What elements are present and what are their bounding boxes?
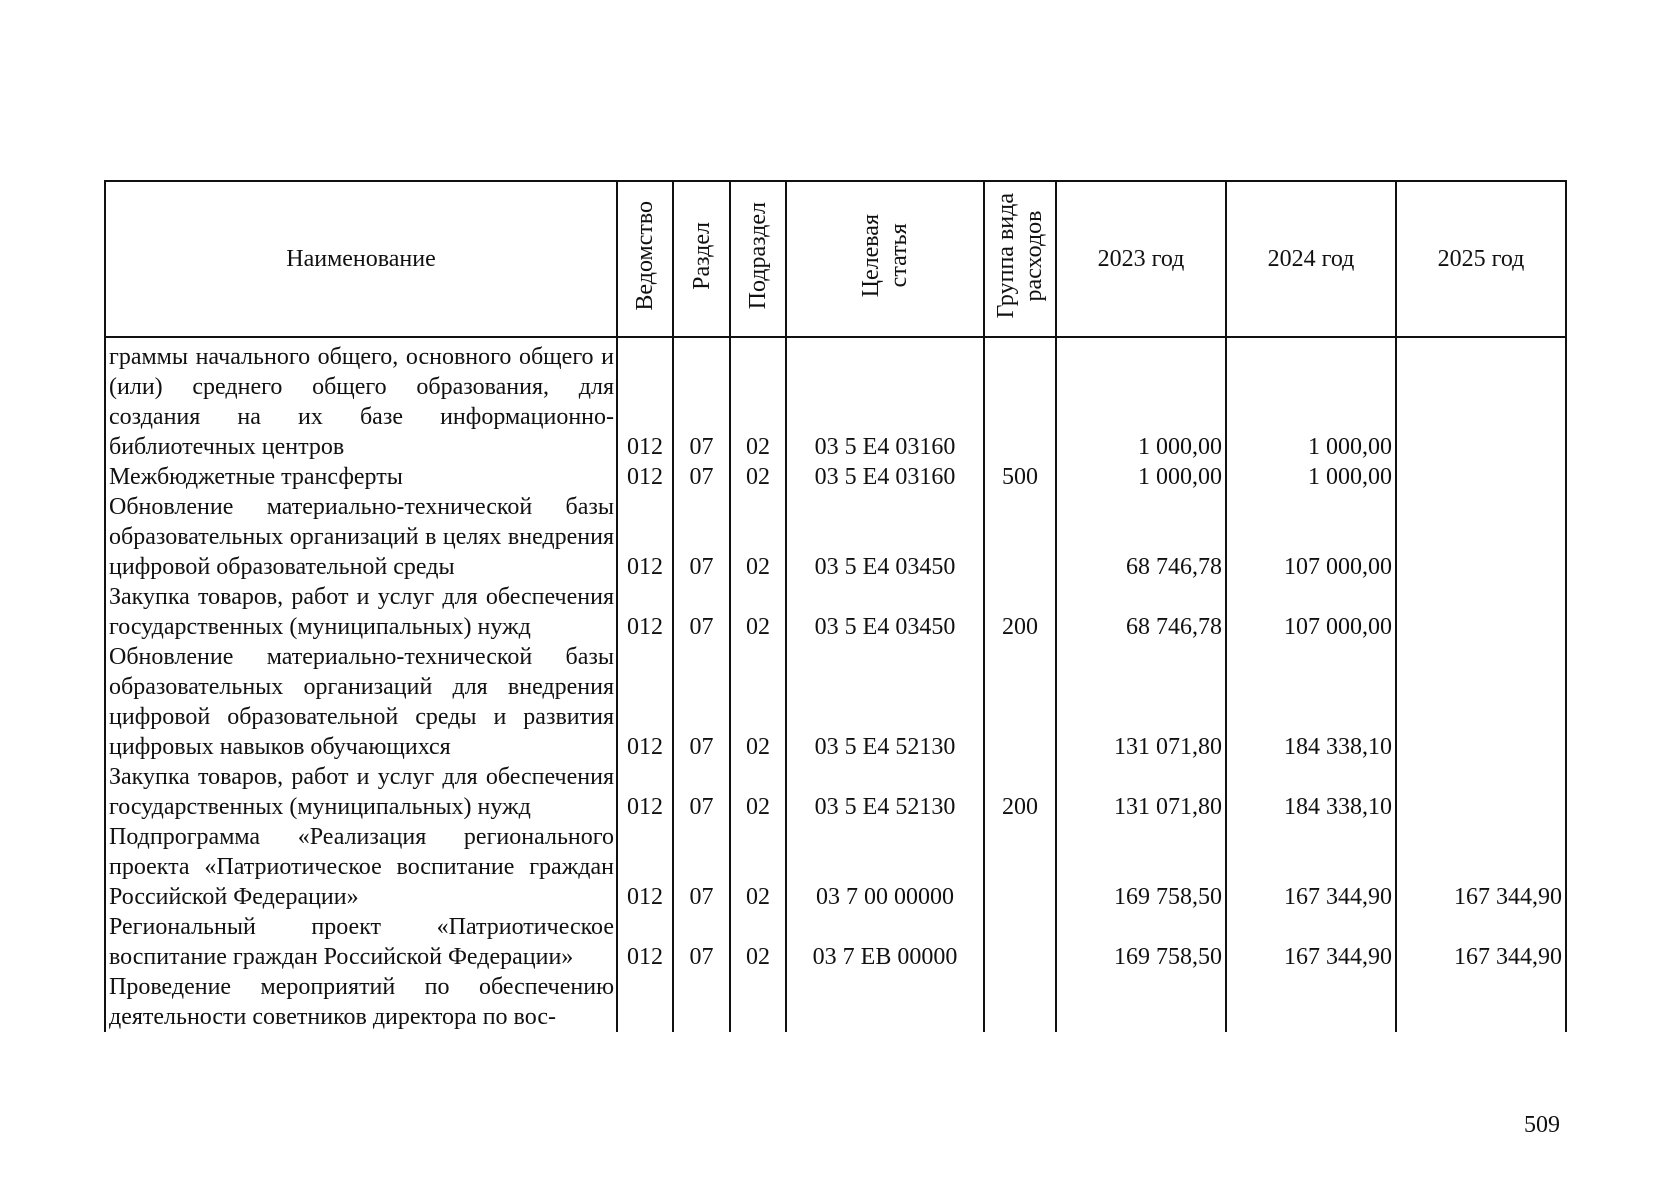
header-name: Наименование xyxy=(105,181,617,337)
table-row xyxy=(105,912,1566,972)
cell-celevaya-statya xyxy=(786,972,984,1032)
cell-celevaya-statya: 03 5 Е4 03450 xyxy=(786,492,984,582)
cell-year-2025: 167 344,90 xyxy=(1396,822,1566,912)
cell-year-2025 xyxy=(1396,462,1566,492)
cell-year-2023: 68 746,78 xyxy=(1056,492,1226,582)
table-row xyxy=(105,972,1566,1032)
cell-razdel xyxy=(673,972,730,1032)
table-body xyxy=(105,337,1566,1032)
cell-celevaya-statya: 03 5 Е4 03160 xyxy=(786,337,984,462)
header-vedomstvo: Ведомство xyxy=(617,181,673,337)
cell-name: Межбюджетные трансферты xyxy=(105,462,617,492)
cell-gruppa xyxy=(984,642,1056,762)
cell-vedomstvo: 012 xyxy=(617,762,673,822)
header-year-2025: 2025 год xyxy=(1396,181,1566,337)
cell-podrazdel xyxy=(730,972,786,1032)
cell-year-2023: 131 071,80 xyxy=(1056,642,1226,762)
cell-celevaya-statya: 03 5 Е4 03450 xyxy=(786,582,984,642)
cell-gruppa: 500 xyxy=(984,462,1056,492)
cell-podrazdel: 02 xyxy=(730,492,786,582)
cell-name: Обновление материально-технической базы образовательных организаций в целях внедрения цифровой образовательной среды xyxy=(105,492,617,582)
cell-year-2023: 1 000,00 xyxy=(1056,337,1226,462)
cell-name: Закупка товаров, работ и услуг для обеспечения государственных (муниципальных) нужд xyxy=(105,582,617,642)
cell-year-2024: 184 338,10 xyxy=(1226,762,1396,822)
table-row xyxy=(105,762,1566,822)
cell-year-2024: 1 000,00 xyxy=(1226,462,1396,492)
cell-name: Подпрограмма «Реализация регионального проекта «Патриотическое воспитание граждан Российской Федерации» xyxy=(105,822,617,912)
header-year-2023: 2023 год xyxy=(1056,181,1226,337)
cell-gruppa: 200 xyxy=(984,762,1056,822)
cell-year-2023: 131 071,80 xyxy=(1056,762,1226,822)
cell-name: Проведение мероприятий по обеспечению деятельности советников директора по вос- xyxy=(105,972,617,1032)
cell-vedomstvo: 012 xyxy=(617,492,673,582)
cell-razdel: 07 xyxy=(673,582,730,642)
cell-year-2025 xyxy=(1396,972,1566,1032)
cell-podrazdel: 02 xyxy=(730,912,786,972)
cell-celevaya-statya: 03 7 00 00000 xyxy=(786,822,984,912)
cell-year-2025 xyxy=(1396,337,1566,462)
table-row xyxy=(105,492,1566,582)
cell-year-2023: 68 746,78 xyxy=(1056,582,1226,642)
cell-year-2025 xyxy=(1396,582,1566,642)
header-celevaya-statya: Целевая статья xyxy=(786,181,984,337)
cell-vedomstvo: 012 xyxy=(617,642,673,762)
cell-vedomstvo: 012 xyxy=(617,337,673,462)
header-razdel: Раздел xyxy=(673,181,730,337)
cell-year-2023 xyxy=(1056,972,1226,1032)
cell-name: Обновление материально-технической базы образовательных организаций для внедрения цифровой образовательной среды и развития цифровых навыков обучающихся xyxy=(105,642,617,762)
cell-razdel: 07 xyxy=(673,912,730,972)
table-row xyxy=(105,582,1566,642)
cell-gruppa xyxy=(984,492,1056,582)
cell-year-2023: 169 758,50 xyxy=(1056,912,1226,972)
cell-year-2024: 167 344,90 xyxy=(1226,822,1396,912)
cell-razdel: 07 xyxy=(673,642,730,762)
cell-gruppa xyxy=(984,912,1056,972)
page-number: 509 xyxy=(1524,1112,1560,1138)
cell-razdel: 07 xyxy=(673,337,730,462)
budget-table xyxy=(104,180,1567,1032)
cell-podrazdel: 02 xyxy=(730,642,786,762)
cell-year-2024: 1 000,00 xyxy=(1226,337,1396,462)
cell-vedomstvo: 012 xyxy=(617,582,673,642)
cell-year-2024: 107 000,00 xyxy=(1226,492,1396,582)
cell-razdel: 07 xyxy=(673,462,730,492)
table-row xyxy=(105,822,1566,912)
cell-year-2025 xyxy=(1396,762,1566,822)
cell-celevaya-statya: 03 5 Е4 03160 xyxy=(786,462,984,492)
cell-celevaya-statya: 03 5 Е4 52130 xyxy=(786,642,984,762)
cell-gruppa: 200 xyxy=(984,582,1056,642)
table-row xyxy=(105,462,1566,492)
cell-podrazdel: 02 xyxy=(730,462,786,492)
cell-name: Региональный проект «Патриотическое воспитание граждан Российской Федерации» xyxy=(105,912,617,972)
table-row xyxy=(105,337,1566,462)
table-header-row xyxy=(105,181,1566,337)
cell-vedomstvo: 012 xyxy=(617,462,673,492)
cell-year-2024 xyxy=(1226,972,1396,1032)
cell-razdel: 07 xyxy=(673,492,730,582)
header-podrazdel: Подраздел xyxy=(730,181,786,337)
cell-razdel: 07 xyxy=(673,762,730,822)
cell-vedomstvo: 012 xyxy=(617,912,673,972)
cell-razdel: 07 xyxy=(673,822,730,912)
cell-podrazdel: 02 xyxy=(730,822,786,912)
table-row xyxy=(105,642,1566,762)
cell-year-2024: 184 338,10 xyxy=(1226,642,1396,762)
cell-vedomstvo xyxy=(617,972,673,1032)
cell-gruppa xyxy=(984,337,1056,462)
cell-year-2024: 167 344,90 xyxy=(1226,912,1396,972)
cell-podrazdel: 02 xyxy=(730,337,786,462)
cell-year-2025 xyxy=(1396,642,1566,762)
cell-podrazdel: 02 xyxy=(730,582,786,642)
cell-gruppa xyxy=(984,822,1056,912)
cell-celevaya-statya: 03 7 ЕВ 00000 xyxy=(786,912,984,972)
cell-podrazdel: 02 xyxy=(730,762,786,822)
header-year-2024: 2024 год xyxy=(1226,181,1396,337)
cell-vedomstvo: 012 xyxy=(617,822,673,912)
cell-celevaya-statya: 03 5 Е4 52130 xyxy=(786,762,984,822)
cell-year-2025: 167 344,90 xyxy=(1396,912,1566,972)
header-gruppa-vida-rashodov: Группа вида расходов xyxy=(984,181,1056,337)
cell-year-2023: 1 000,00 xyxy=(1056,462,1226,492)
cell-year-2024: 107 000,00 xyxy=(1226,582,1396,642)
cell-name: граммы начального общего, основного общего и (или) среднего общего образования, для создания на их базе информационно-библиотечных центров xyxy=(105,337,617,462)
cell-year-2025 xyxy=(1396,492,1566,582)
cell-year-2023: 169 758,50 xyxy=(1056,822,1226,912)
cell-name: Закупка товаров, работ и услуг для обеспечения государственных (муниципальных) нужд xyxy=(105,762,617,822)
cell-gruppa xyxy=(984,972,1056,1032)
